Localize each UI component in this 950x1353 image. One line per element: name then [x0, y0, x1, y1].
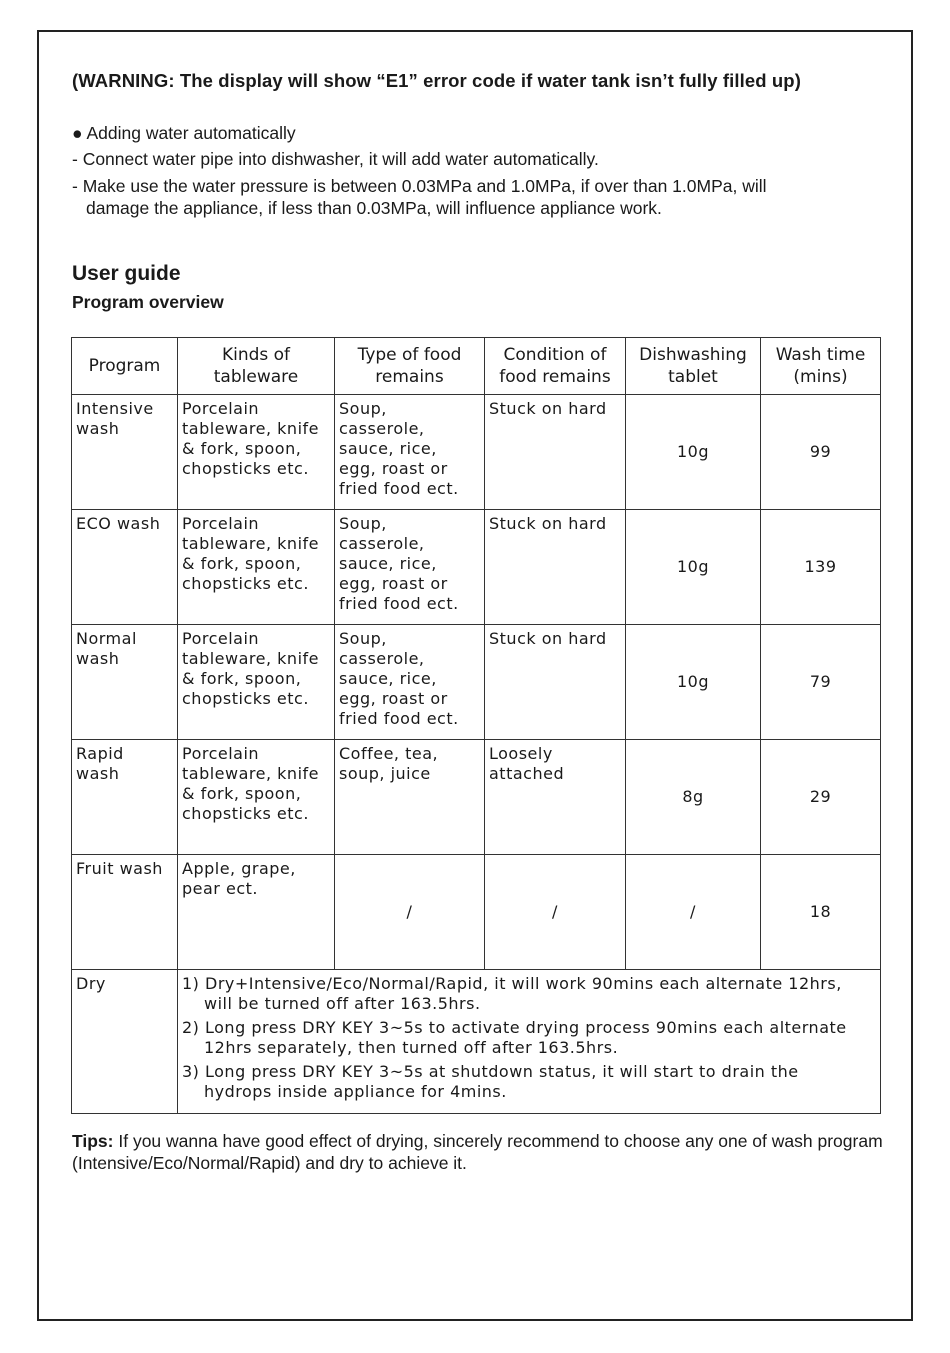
- tableware-cell: [178, 740, 335, 855]
- food-remains-cell: [335, 510, 485, 625]
- cell-line: Porcelain: [182, 514, 260, 533]
- water-pipe-instruction: - Connect water pipe into dishwasher, it will add water automatically.: [72, 149, 599, 169]
- section-subtitle: Program overview: [72, 292, 224, 312]
- dry-instruction-line: hydrops inside appliance for 4mins.: [204, 1082, 507, 1101]
- wash-time-cell: 29: [761, 740, 881, 855]
- cell-line: Stuck on hard: [489, 399, 607, 418]
- dry-instruction: [182, 974, 876, 1014]
- cell-line: tableware, knife: [182, 764, 319, 783]
- food-remains-cell: [335, 740, 485, 855]
- header-tablet: [626, 338, 761, 395]
- tablet-cell: 10g: [626, 510, 761, 625]
- header-line: Type of food: [357, 345, 462, 365]
- condition-cell: /: [485, 855, 626, 970]
- cell-line: Porcelain: [182, 744, 260, 763]
- program-cell: [72, 740, 178, 855]
- cell-line: ECO wash: [76, 514, 161, 533]
- tips-label: Tips:: [72, 1131, 114, 1151]
- header-line: food remains: [499, 367, 611, 387]
- cell-line: Normal: [76, 629, 137, 648]
- dry-instruction-line: 1) Dry+Intensive/Eco/Normal/Rapid, it will work 90mins each alternate 12hrs,: [182, 974, 842, 993]
- cell-line: fried food ect.: [339, 479, 459, 498]
- program-cell: [72, 395, 178, 510]
- table-row: [72, 395, 881, 510]
- header-tableware: [178, 338, 335, 395]
- dry-instruction: [182, 1018, 876, 1058]
- table-row: [72, 855, 881, 970]
- header-line: remains: [375, 367, 444, 387]
- table-row: [72, 510, 881, 625]
- cell-line: Apple, grape,: [182, 859, 296, 878]
- condition-cell: [485, 510, 626, 625]
- tips-paragraph: [72, 1130, 892, 1174]
- condition-cell: [485, 395, 626, 510]
- cell-line: sauce, rice,: [339, 669, 437, 688]
- wash-time-cell: 139: [761, 510, 881, 625]
- water-pressure-instruction: [72, 175, 767, 219]
- dry-instruction-line: will be turned off after 163.5hrs.: [204, 994, 481, 1013]
- dry-instruction-line: 3) Long press DRY KEY 3~5s at shutdown status, it will start to drain the: [182, 1062, 799, 1081]
- food-remains-cell: [335, 625, 485, 740]
- program-cell: [72, 625, 178, 740]
- table-row: [72, 625, 881, 740]
- cell-line: casserole,: [339, 534, 425, 553]
- cell-line: chopsticks etc.: [182, 689, 309, 708]
- cell-line: fried food ect.: [339, 709, 459, 728]
- water-pressure-line2: damage the appliance, if less than 0.03MPa, will influence appliance work.: [86, 198, 662, 218]
- program-cell: [72, 855, 178, 970]
- cell-line: Stuck on hard: [489, 629, 607, 648]
- tablet-cell: 10g: [626, 395, 761, 510]
- cell-line: egg, roast or: [339, 574, 448, 593]
- tablet-cell: 8g: [626, 740, 761, 855]
- tableware-cell: [178, 625, 335, 740]
- tableware-cell: [178, 855, 335, 970]
- cell-line: egg, roast or: [339, 689, 448, 708]
- cell-line: wash: [76, 764, 120, 783]
- wash-time-cell: 18: [761, 855, 881, 970]
- header-program: [72, 338, 178, 395]
- dry-instruction-line: 2) Long press DRY KEY 3~5s to activate drying process 90mins each alternate: [182, 1018, 847, 1037]
- cell-line: Coffee, tea,: [339, 744, 439, 763]
- wash-time-cell: 79: [761, 625, 881, 740]
- table-row-dry: [72, 970, 881, 1114]
- cell-line: sauce, rice,: [339, 554, 437, 573]
- tablet-cell: /: [626, 855, 761, 970]
- header-line: tableware: [213, 367, 299, 387]
- dry-description-cell: [178, 970, 881, 1114]
- cell-line: chopsticks etc.: [182, 804, 309, 823]
- cell-line: wash: [76, 649, 120, 668]
- food-remains-cell: [335, 395, 485, 510]
- warning-text: (WARNING: The display will show “E1” error code if water tank isn’t fully filled up): [72, 70, 801, 91]
- program-cell: [72, 510, 178, 625]
- adding-water-bullet: ● Adding water automatically: [72, 123, 296, 143]
- program-table: [71, 337, 881, 1114]
- cell-line: pear ect.: [182, 879, 258, 898]
- header-line: Dishwashing: [639, 345, 747, 365]
- cell-line: Soup,: [339, 629, 387, 648]
- cell-line: soup, juice: [339, 764, 431, 783]
- tableware-cell: [178, 510, 335, 625]
- cell-line: sauce, rice,: [339, 439, 437, 458]
- table-row: [72, 740, 881, 855]
- section-title: User guide: [72, 262, 181, 285]
- header-food-condition: [485, 338, 626, 395]
- header-line: Program: [88, 356, 161, 376]
- water-pressure-line1: - Make use the water pressure is between 0.03MPa and 1.0MPa, if over than 1.0MPa, will: [72, 176, 767, 196]
- condition-cell: [485, 740, 626, 855]
- dry-instruction-line: 12hrs separately, then turned off after 163.5hrs.: [204, 1038, 619, 1057]
- condition-cell: [485, 625, 626, 740]
- tips-text: If you wanna have good effect of drying, sincerely recommend to choose any one of wash program (Intensive/Eco/Normal/Rapid) and dry to achieve it.: [72, 1131, 883, 1173]
- cell-line: attached: [489, 764, 565, 783]
- program-cell: Dry: [72, 970, 178, 1114]
- cell-line: egg, roast or: [339, 459, 448, 478]
- tablet-cell: 10g: [626, 625, 761, 740]
- cell-line: Soup,: [339, 399, 387, 418]
- tableware-cell: [178, 395, 335, 510]
- header-wash-time: [761, 338, 881, 395]
- cell-line: chopsticks etc.: [182, 574, 309, 593]
- header-line: Kinds of: [221, 345, 291, 365]
- cell-line: tableware, knife: [182, 649, 319, 668]
- cell-line: Porcelain: [182, 399, 260, 418]
- cell-line: Loosely: [489, 744, 553, 763]
- cell-line: Rapid: [76, 744, 124, 763]
- header-line: Wash time: [775, 345, 866, 365]
- wash-time-cell: 99: [761, 395, 881, 510]
- header-line: Condition of: [503, 345, 607, 365]
- cell-line: & fork, spoon,: [182, 439, 302, 458]
- cell-line: wash: [76, 419, 120, 438]
- dry-instruction: [182, 1062, 876, 1102]
- table-header-row: [72, 338, 881, 395]
- cell-line: & fork, spoon,: [182, 669, 302, 688]
- cell-line: chopsticks etc.: [182, 459, 309, 478]
- header-line: tablet: [668, 367, 718, 387]
- cell-line: Intensive: [76, 399, 154, 418]
- cell-line: Porcelain: [182, 629, 260, 648]
- header-food-remains: [335, 338, 485, 395]
- cell-line: fried food ect.: [339, 594, 459, 613]
- cell-line: & fork, spoon,: [182, 784, 302, 803]
- cell-line: Stuck on hard: [489, 514, 607, 533]
- cell-line: tableware, knife: [182, 419, 319, 438]
- food-remains-cell: /: [335, 855, 485, 970]
- cell-line: Fruit wash: [76, 859, 163, 878]
- cell-line: Soup,: [339, 514, 387, 533]
- cell-line: & fork, spoon,: [182, 554, 302, 573]
- header-line: (mins): [793, 367, 848, 387]
- cell-line: tableware, knife: [182, 534, 319, 553]
- cell-line: casserole,: [339, 419, 425, 438]
- cell-line: casserole,: [339, 649, 425, 668]
